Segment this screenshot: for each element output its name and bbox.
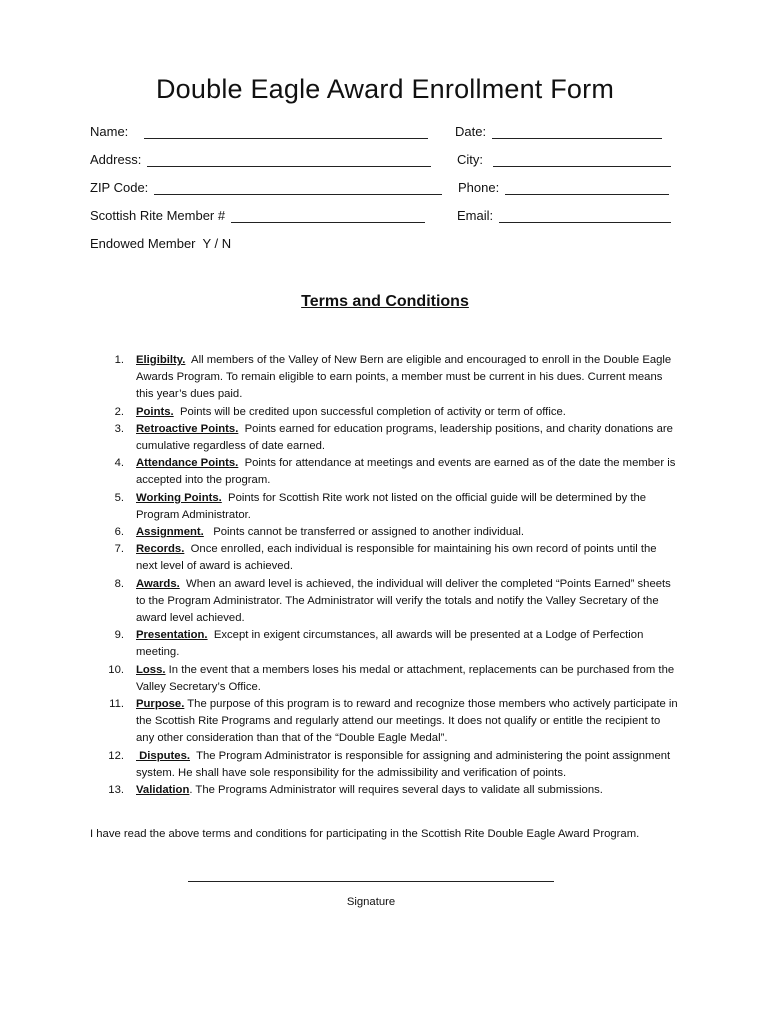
item-number: 13. bbox=[108, 784, 124, 797]
endowed-member-field[interactable] bbox=[90, 236, 231, 251]
list-item bbox=[110, 696, 680, 748]
item-text: . The Programs Administrator will requires several days to validate all submissions. bbox=[189, 784, 603, 797]
list-item bbox=[110, 576, 680, 628]
list-item bbox=[110, 404, 680, 421]
field-row-name-date bbox=[90, 124, 690, 144]
city-line[interactable] bbox=[493, 154, 671, 167]
zip-label: ZIP Code: bbox=[90, 180, 149, 195]
item-number: 9. bbox=[114, 629, 124, 642]
list-item bbox=[110, 541, 680, 575]
terms-list bbox=[110, 352, 680, 799]
item-number: 2. bbox=[114, 405, 124, 418]
member-number-label: Scottish Rite Member # bbox=[90, 208, 226, 223]
item-text: The purpose of this program is to reward and recognize those members who actively participate in the Scottish Rite Programs and regularly attend our meetings. It does not qualify or entitle the recipient to any other consideration than that of the “Double Eagle Medal”. bbox=[136, 698, 681, 745]
member-number-field[interactable] bbox=[90, 208, 425, 223]
item-heading: Loss. bbox=[136, 663, 166, 676]
member-number-line[interactable] bbox=[231, 210, 425, 223]
field-row-endowed bbox=[90, 236, 690, 256]
acknowledgement-text: I have read the above terms and conditions for participating in the Scottish Rite Double Eagle Award Program. bbox=[90, 828, 640, 840]
item-heading: Retroactive Points. bbox=[136, 422, 239, 435]
address-field[interactable] bbox=[90, 152, 431, 167]
item-heading: Assignment. bbox=[136, 526, 204, 539]
field-row-address-city bbox=[90, 152, 690, 172]
item-heading: Awards. bbox=[136, 577, 180, 590]
list-item bbox=[110, 352, 680, 404]
phone-label: Phone: bbox=[458, 180, 500, 195]
item-text: Points will be credited upon successful completion of activity or term of office. bbox=[173, 405, 566, 418]
item-heading: Attendance Points. bbox=[136, 457, 239, 470]
address-label: Address: bbox=[90, 152, 142, 167]
item-heading: Disputes. bbox=[136, 749, 190, 762]
item-text: Points for attendance at meetings and events are earned as of the date the member is accepted into the program. bbox=[136, 457, 679, 487]
item-heading: Working Points. bbox=[136, 491, 222, 504]
item-number: 3. bbox=[114, 422, 124, 435]
list-item bbox=[110, 662, 680, 696]
item-text: The Program Administrator is responsible for assigning and administering the point assignment system. He shall have sole responsibility for the admissibility and verification of points. bbox=[136, 749, 674, 779]
item-heading: Points. bbox=[136, 405, 174, 418]
item-text: Points earned for education programs, leadership positions, and charity donations are cumulative regardless of date earned. bbox=[136, 422, 677, 453]
item-heading: Presentation. bbox=[136, 629, 208, 642]
name-field[interactable] bbox=[90, 124, 428, 139]
item-heading: Validation bbox=[136, 784, 190, 797]
endowed-member-label: Endowed Member Y / N bbox=[90, 236, 232, 251]
email-line[interactable] bbox=[499, 210, 671, 223]
item-number: 7. bbox=[114, 543, 124, 556]
item-number: 8. bbox=[114, 577, 124, 590]
item-text: All members of the Valley of New Bern are eligible and encouraged to enroll in the Double Eagle Awards Program. To remain eligible to earn points, a member must be current in his dues. Current means this year’s dues paid. bbox=[136, 354, 674, 401]
item-number: 11. bbox=[109, 698, 124, 711]
name-line[interactable] bbox=[144, 126, 428, 139]
list-item bbox=[110, 524, 680, 541]
signature-line[interactable] bbox=[188, 881, 554, 882]
list-item bbox=[110, 627, 680, 661]
field-row-zip-phone bbox=[90, 180, 690, 200]
field-row-member-email bbox=[90, 208, 690, 228]
item-heading: Records. bbox=[136, 543, 185, 556]
email-field[interactable] bbox=[457, 208, 671, 223]
list-item bbox=[110, 490, 680, 524]
item-text: When an award level is achieved, the individual will deliver the completed “Points Earned” sheets to the Program Administrator. The Administrator will verify the totals and notify the Valley Secretary of the award level achieved. bbox=[136, 577, 674, 625]
signature-label: Signature bbox=[346, 896, 396, 908]
item-text: Points for Scottish Rite work not listed on the official guide will be determined by the Program Administrator. bbox=[136, 491, 650, 521]
item-text: Once enrolled, each individual is responsible for maintaining his own record of points until the next level of award is achieved. bbox=[136, 543, 660, 573]
list-item bbox=[110, 455, 680, 489]
item-number: 6. bbox=[114, 526, 124, 539]
list-item bbox=[110, 782, 680, 799]
item-text: In the event that a members loses his medal or attachment, replacements can be purchased from the Valley Secretary’s Office. bbox=[136, 663, 678, 693]
city-label: City: bbox=[457, 152, 483, 167]
phone-field[interactable] bbox=[458, 180, 669, 195]
item-heading: Eligibilty. bbox=[136, 354, 186, 366]
item-number: 1. bbox=[114, 354, 124, 366]
terms-title: Terms and Conditions bbox=[301, 293, 469, 310]
date-field[interactable] bbox=[455, 124, 662, 139]
list-item bbox=[110, 748, 680, 782]
phone-line[interactable] bbox=[505, 182, 669, 195]
city-field[interactable] bbox=[457, 152, 671, 167]
date-label: Date: bbox=[455, 124, 487, 139]
item-number: 12. bbox=[108, 749, 124, 762]
zip-field[interactable] bbox=[90, 180, 442, 195]
item-heading: Purpose. bbox=[136, 698, 185, 711]
email-label: Email: bbox=[457, 208, 494, 223]
zip-line[interactable] bbox=[154, 182, 442, 195]
form-title: Double Eagle Award Enrollment Form bbox=[155, 74, 615, 104]
date-line[interactable] bbox=[492, 126, 662, 139]
item-text: Points cannot be transferred or assigned to another individual. bbox=[203, 526, 525, 539]
item-text: Except in exigent circumstances, all awards will be presented at a Lodge of Perfection meeting. bbox=[136, 629, 647, 659]
name-label: Name: bbox=[90, 124, 129, 139]
item-number: 10. bbox=[108, 663, 124, 676]
address-line[interactable] bbox=[147, 154, 431, 167]
list-item bbox=[110, 421, 680, 455]
item-number: 5. bbox=[114, 491, 124, 504]
item-number: 4. bbox=[114, 457, 124, 470]
